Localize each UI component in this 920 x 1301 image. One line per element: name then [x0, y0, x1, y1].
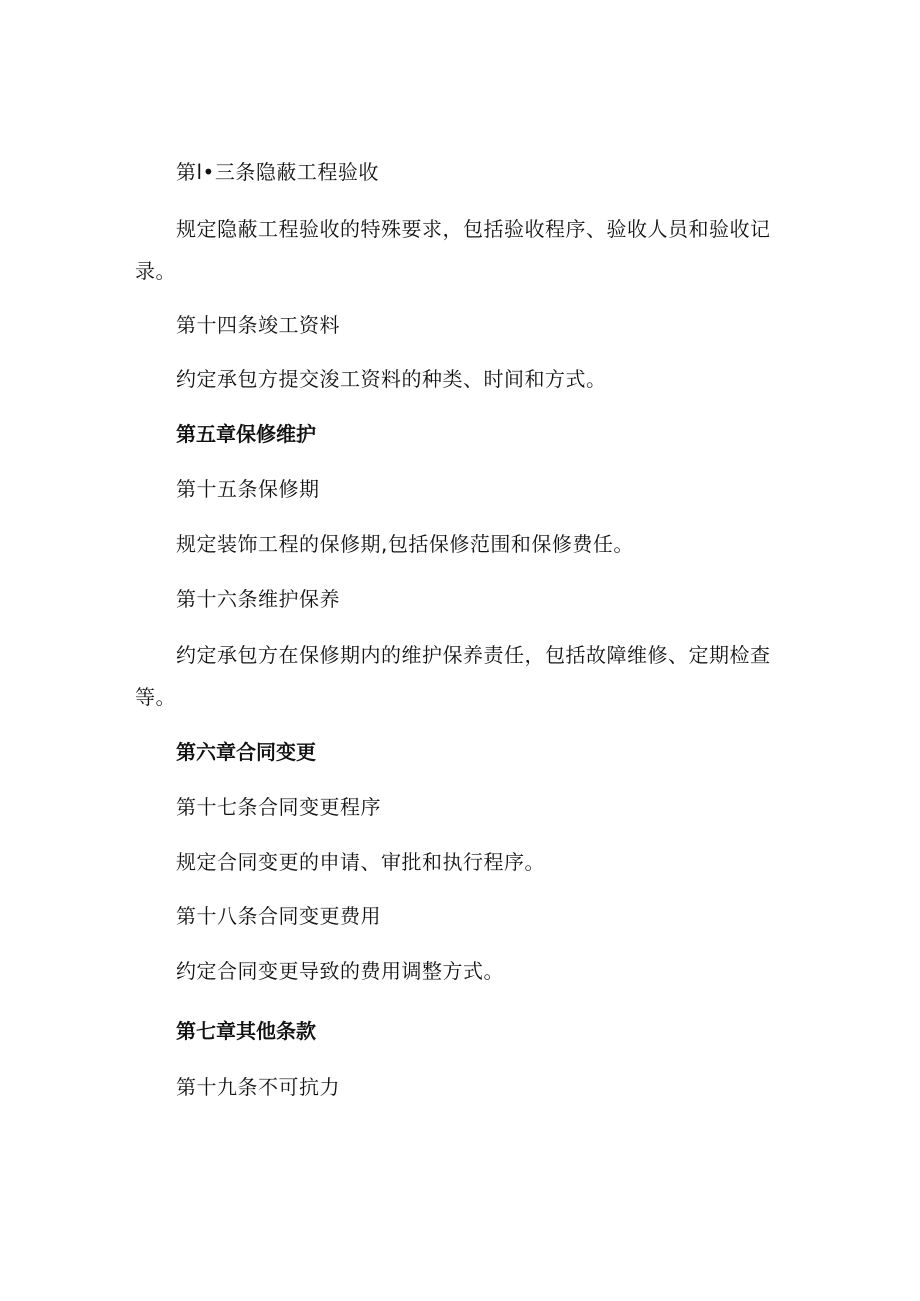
article-16-title: 第十六条维护保养 [176, 587, 340, 611]
article-13-body: 规定隐蔽工程验收的特殊要求，包括验收程序、验收人员和验收记录。 [135, 217, 771, 283]
article-18-title: 第十八条合同变更费用 [176, 904, 381, 928]
article-14-title: 第十四条竣工资料 [176, 313, 340, 337]
article-15-title: 第十五条保修期 [176, 477, 320, 501]
article-17-body: 规定合同变更的申请、审批和执行程序。 [176, 850, 545, 874]
article-14-body: 约定承包方提交浚工资料的种类、时间和方式。 [176, 367, 607, 391]
chapter-7-heading: 第七章其他条款 [176, 1019, 316, 1043]
article-16-body: 约定承包方在保修期内的维护保养责任，包括故障维修、定期检查等。 [135, 643, 771, 709]
article-19-title: 第十九条不可抗力 [176, 1075, 340, 1099]
article-17-title: 第十七条合同变更程序 [176, 795, 381, 819]
chapter-6-heading: 第六章合同变更 [176, 740, 316, 764]
article-15-body: 规定装饰工程的保修期,包括保修范围和保修费任。 [176, 532, 634, 556]
article-18-body: 约定合同变更导致的费用调整方式。 [176, 959, 504, 983]
article-13-title: 第l•三条隐蔽工程验收 [176, 160, 379, 184]
chapter-5-heading: 第五章保修维护 [176, 422, 316, 446]
